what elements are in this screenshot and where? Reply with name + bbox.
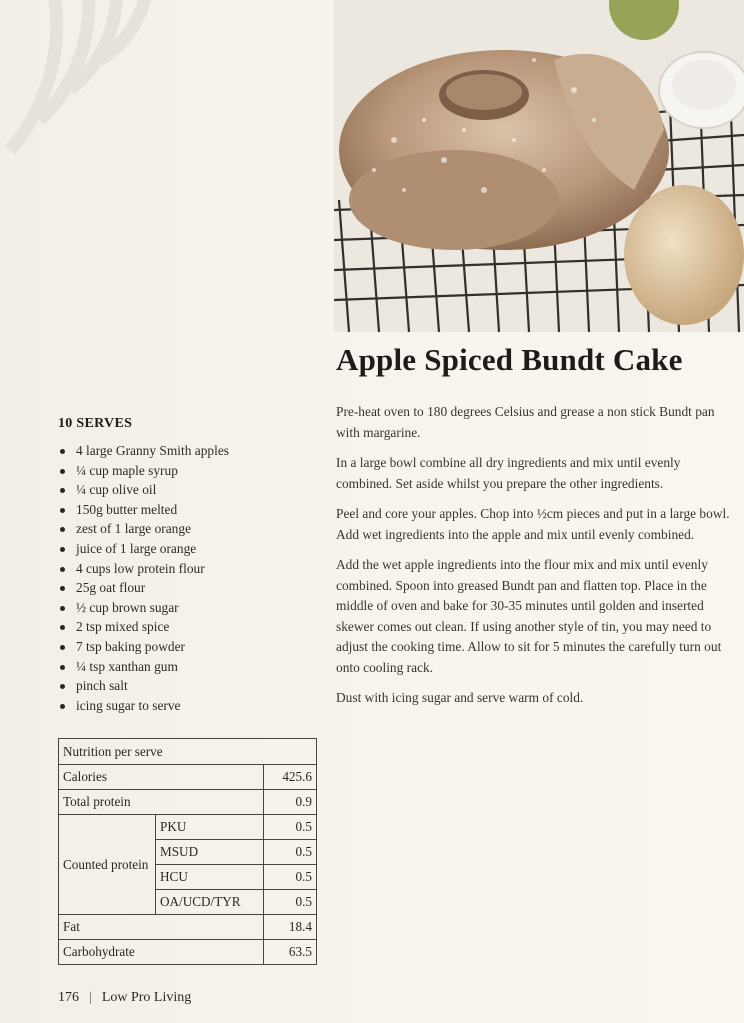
ingredient-item: 25g oat flour bbox=[58, 578, 308, 598]
carb-value: 63.5 bbox=[264, 940, 317, 965]
recipe-title: Apple Spiced Bundt Cake bbox=[336, 342, 683, 377]
hcu-value: 0.5 bbox=[264, 865, 317, 890]
table-row bbox=[59, 815, 317, 840]
ingredient-item: zest of 1 large orange bbox=[58, 519, 308, 539]
calories-label: Calories bbox=[59, 765, 264, 790]
table-row bbox=[59, 739, 317, 765]
table-row bbox=[59, 915, 317, 940]
ingredient-item: ½ cup brown sugar bbox=[58, 598, 308, 618]
oa-value: 0.5 bbox=[264, 890, 317, 915]
serves-heading: 10 SERVES bbox=[58, 416, 133, 431]
hcu-label: HCU bbox=[156, 865, 264, 890]
ingredient-item: 4 cups low protein flour bbox=[58, 559, 308, 579]
ingredient-item: juice of 1 large orange bbox=[58, 539, 308, 559]
ingredient-item: ¼ tsp xanthan gum bbox=[58, 657, 308, 677]
pku-value: 0.5 bbox=[264, 815, 317, 840]
calories-value: 425.6 bbox=[264, 765, 317, 790]
table-row bbox=[59, 790, 317, 815]
ingredient-item: 7 tsp baking powder bbox=[58, 637, 308, 657]
table-row bbox=[59, 765, 317, 790]
msud-label: MSUD bbox=[156, 840, 264, 865]
method-step: Add the wet apple ingredients into the flour mix and mix until evenly combined. Spoon into greased Bundt pan and flatten top. Place in the middle of oven and bake for 30-35 minutes until golden and inserted skewer comes out clean. If using another style of tin, you may need to adjust the cooking time. Allow to sit for 5 minutes the carefully turn out onto cooling rack. bbox=[336, 557, 722, 675]
nutrition-header: Nutrition per serve bbox=[59, 739, 317, 765]
counted-protein-label: Counted protein bbox=[59, 815, 156, 915]
total-protein-label: Total protein bbox=[59, 790, 264, 815]
carb-label: Carbohydrate bbox=[59, 940, 264, 965]
fat-value: 18.4 bbox=[264, 915, 317, 940]
method-step: Pre-heat oven to 180 degrees Celsius and grease a non stick Bundt pan with margarine. bbox=[336, 404, 715, 440]
table-row bbox=[59, 940, 317, 965]
fat-label: Fat bbox=[59, 915, 264, 940]
book-title: Low Pro Living bbox=[101, 990, 192, 1005]
page-number: 176 bbox=[58, 990, 79, 1005]
nutrition-table bbox=[58, 738, 317, 965]
page-footer bbox=[58, 990, 191, 1006]
ingredient-item: 2 tsp mixed spice bbox=[58, 617, 308, 637]
ingredient-item: pinch salt bbox=[58, 676, 308, 696]
method-step: Dust with icing sugar and serve warm of cold. bbox=[336, 690, 584, 705]
footer-separator: | bbox=[89, 990, 92, 1005]
method-step: In a large bowl combine all dry ingredients and mix until evenly combined. Set aside whilst you prepare the other ingredients. bbox=[336, 455, 681, 491]
ingredient-item: ¼ cup maple syrup bbox=[58, 461, 308, 481]
oa-label: OA/UCD/TYR bbox=[156, 890, 264, 915]
total-protein-value: 0.9 bbox=[264, 790, 317, 815]
ingredient-list bbox=[58, 441, 308, 715]
pku-label: PKU bbox=[156, 815, 264, 840]
ingredient-item: 4 large Granny Smith apples bbox=[58, 441, 308, 461]
msud-value: 0.5 bbox=[264, 840, 317, 865]
ingredient-item: 150g butter melted bbox=[58, 500, 308, 520]
method-step: Peel and core your apples. Chop into ½cm pieces and put in a large bowl. Add wet ingredients into the apple and mix until evenly combined. bbox=[336, 506, 730, 542]
decorative-arcs bbox=[0, 0, 300, 180]
ingredient-item: ¼ cup olive oil bbox=[58, 480, 308, 500]
ingredient-item: icing sugar to serve bbox=[58, 696, 308, 716]
recipe-method bbox=[336, 402, 732, 719]
cake-photo bbox=[334, 0, 744, 332]
